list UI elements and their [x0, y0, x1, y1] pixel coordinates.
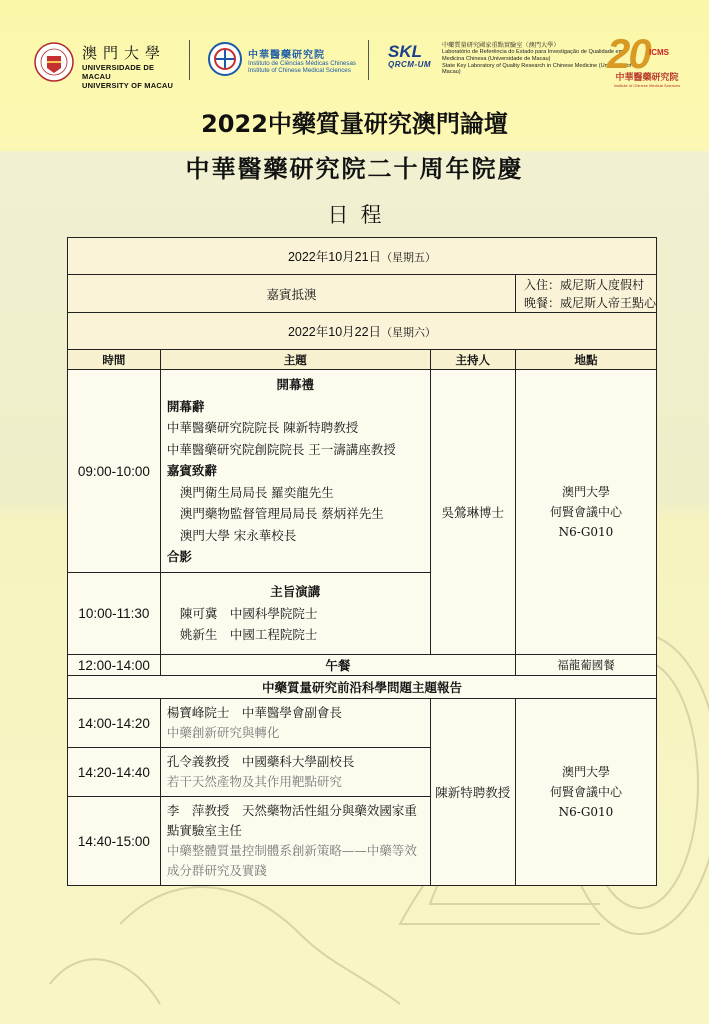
keynote-speaker-1: 陳可冀 中國科學院院士 [179, 605, 318, 621]
header-logos [34, 30, 689, 96]
icms-20th-anniversary-logo [605, 30, 689, 92]
lunch-time: 12:00-14:00 [68, 655, 161, 676]
logo-divider [368, 40, 369, 80]
report-topic: 中藥創新研究與轉化 [166, 725, 280, 740]
column-header-row [68, 350, 657, 370]
skl-name-pt: Laboratório de Referência do Estado para Investigação de Qualidade em Medicina Chinesa (Universidade de Macau) [442, 49, 624, 62]
reports-venue-cell [515, 699, 656, 886]
um-name-pt: UNIVERSIDADE DE MACAU [82, 63, 155, 81]
icms-seal-icon [208, 42, 242, 76]
day1-event: 嘉賓抵澳 [266, 286, 317, 302]
opening-speech-label: 開幕辭 [166, 398, 205, 414]
report-speaker: 李 萍教授 天然藥物活性組分與藥效國家重點實驗室主任 [166, 803, 417, 838]
lunch-venue: 福龍葡國餐 [515, 655, 656, 676]
opening-title: 開幕禮 [276, 377, 314, 393]
skl-name-en: State Key Laboratory of Quality Research in Chinese Medicine (University of Macau) [442, 62, 632, 76]
column-header-venue: 地點 [515, 350, 656, 370]
lunch-row [68, 655, 657, 676]
forum-title: 2022中藥質量研究澳門論壇 [201, 110, 508, 138]
day1-stay: 入住：威尼斯人度假村 [523, 277, 644, 292]
logo-divider [189, 40, 190, 80]
reports-title-row [68, 676, 657, 699]
report-topic-cell [160, 797, 430, 886]
morning-venue-line-3: N6-G010 [558, 525, 614, 539]
day1-date: 2022年10月21日 [287, 250, 382, 264]
icms-wordmark [248, 46, 408, 74]
lunch-title: 午餐 [160, 655, 515, 676]
report-topic-cell [160, 748, 430, 797]
day2-weekday: （星期六） [381, 326, 437, 339]
day1-date-row [68, 238, 657, 275]
reports-venue-line-3: N6-G010 [558, 805, 614, 819]
reports-host-cell [430, 699, 515, 886]
anniversary-number: 20 [607, 30, 650, 77]
column-header-host: 主持人 [430, 350, 515, 370]
reports-venue-line-2: 何賢會議中心 [549, 785, 622, 799]
day2-date-cell [68, 313, 657, 350]
um-name-en: UNIVERSITY OF MACAU [82, 81, 174, 90]
anniversary-title: 中華醫藥研究院二十周年院慶 [185, 155, 524, 183]
skl-mark-sub: QRCM-UM [388, 60, 432, 69]
day2-date-row [68, 313, 657, 350]
icms-name-pt: Instituto de Ciências Médicas Chinesas [248, 60, 356, 67]
keynote-time: 10:00-11:30 [68, 573, 161, 655]
day1-event-cell [68, 275, 516, 313]
reports-venue-line-1: 澳門大學 [561, 765, 610, 779]
day1-date-cell [68, 238, 657, 275]
report-time: 14:00-14:20 [68, 699, 161, 748]
morning-venue-cell [515, 370, 656, 655]
guest-speaker-1: 澳門衛生局局長 羅奕龍先生 [179, 484, 334, 500]
report-speaker: 孔令義教授 中國藥科大學副校長 [166, 754, 355, 769]
report-time: 14:20-14:40 [68, 748, 161, 797]
schedule-table [67, 237, 657, 886]
day1-logistics-cell [515, 275, 656, 313]
day1-weekday: （星期五） [381, 251, 437, 264]
guest-speaker-3: 澳門大學 宋永華校長 [179, 527, 297, 543]
opening-speaker-2: 中華醫藥研究院創院院長 王一濤講座教授 [166, 441, 396, 457]
guest-speech-label: 嘉賓致辭 [166, 463, 217, 479]
icms-name-zh: 中華醫藥研究院 [248, 50, 325, 61]
column-header-topic: 主題 [160, 350, 430, 370]
report-time: 14:40-15:00 [68, 797, 161, 886]
skl-mark-icon [388, 44, 432, 72]
day1-dinner: 晚餐：威尼斯人帝王點心 [523, 295, 656, 310]
icms-name-en: Institute of Chinese Medical Sciences [248, 66, 351, 74]
group-photo-label: 合影 [166, 549, 192, 565]
column-header-time: 時間 [68, 350, 161, 370]
opening-time: 09:00-10:00 [68, 370, 161, 573]
um-seal-icon [34, 42, 74, 82]
opening-speaker-1: 中華醫藥研究院院長 陳新特聘教授 [166, 420, 359, 436]
agenda-heading: 日程 [327, 203, 394, 227]
opening-ceremony-row [68, 370, 657, 573]
report-row [68, 699, 657, 748]
reports-host: 陳新特聘教授 [435, 785, 511, 800]
anniversary-name-zh: 中華醫藥研究院 [615, 73, 679, 83]
skl-mark-main: SKL [388, 42, 422, 61]
university-of-macau-logo [34, 40, 184, 90]
keynote-title: 主旨演講 [270, 584, 321, 600]
morning-venue-line-1: 澳門大學 [561, 485, 610, 499]
guest-speaker-2: 澳門藥物監督管理局局長 蔡炳祥先生 [179, 506, 384, 522]
keynote-topic-cell [160, 573, 430, 655]
day2-date: 2022年10月22日 [287, 325, 382, 339]
anniversary-badge: ICMS [649, 48, 669, 57]
reports-title: 中藥質量研究前沿科學問題主題報告 [68, 676, 657, 699]
um-name-zh: 澳門大學 [82, 44, 167, 62]
opening-topic-cell [160, 370, 430, 573]
morning-venue-line-2: 何賢會議中心 [549, 505, 622, 519]
skl-wordmark [442, 42, 632, 76]
morning-host-cell [430, 370, 515, 655]
um-wordmark [82, 42, 184, 90]
anniversary-name-en: Institute of Chinese Medical Sciences [613, 83, 681, 88]
keynote-speaker-2: 姚新生 中國工程院院士 [179, 627, 318, 643]
report-speaker: 楊寶峰院士 中華醫學會副會長 [166, 705, 342, 720]
skl-name-zh: 中藥質量研究國家重點實驗室（澳門大學） [442, 42, 560, 49]
report-topic: 中藥整體質量控制體系創新策略——中藥等效成分群研究及實踐 [166, 843, 417, 878]
report-topic: 若干天然產物及其作用靶點研究 [166, 774, 342, 789]
report-topic-cell [160, 699, 430, 748]
morning-host: 吳鶯琳博士 [441, 505, 505, 520]
day1-arrival-row [68, 275, 657, 313]
